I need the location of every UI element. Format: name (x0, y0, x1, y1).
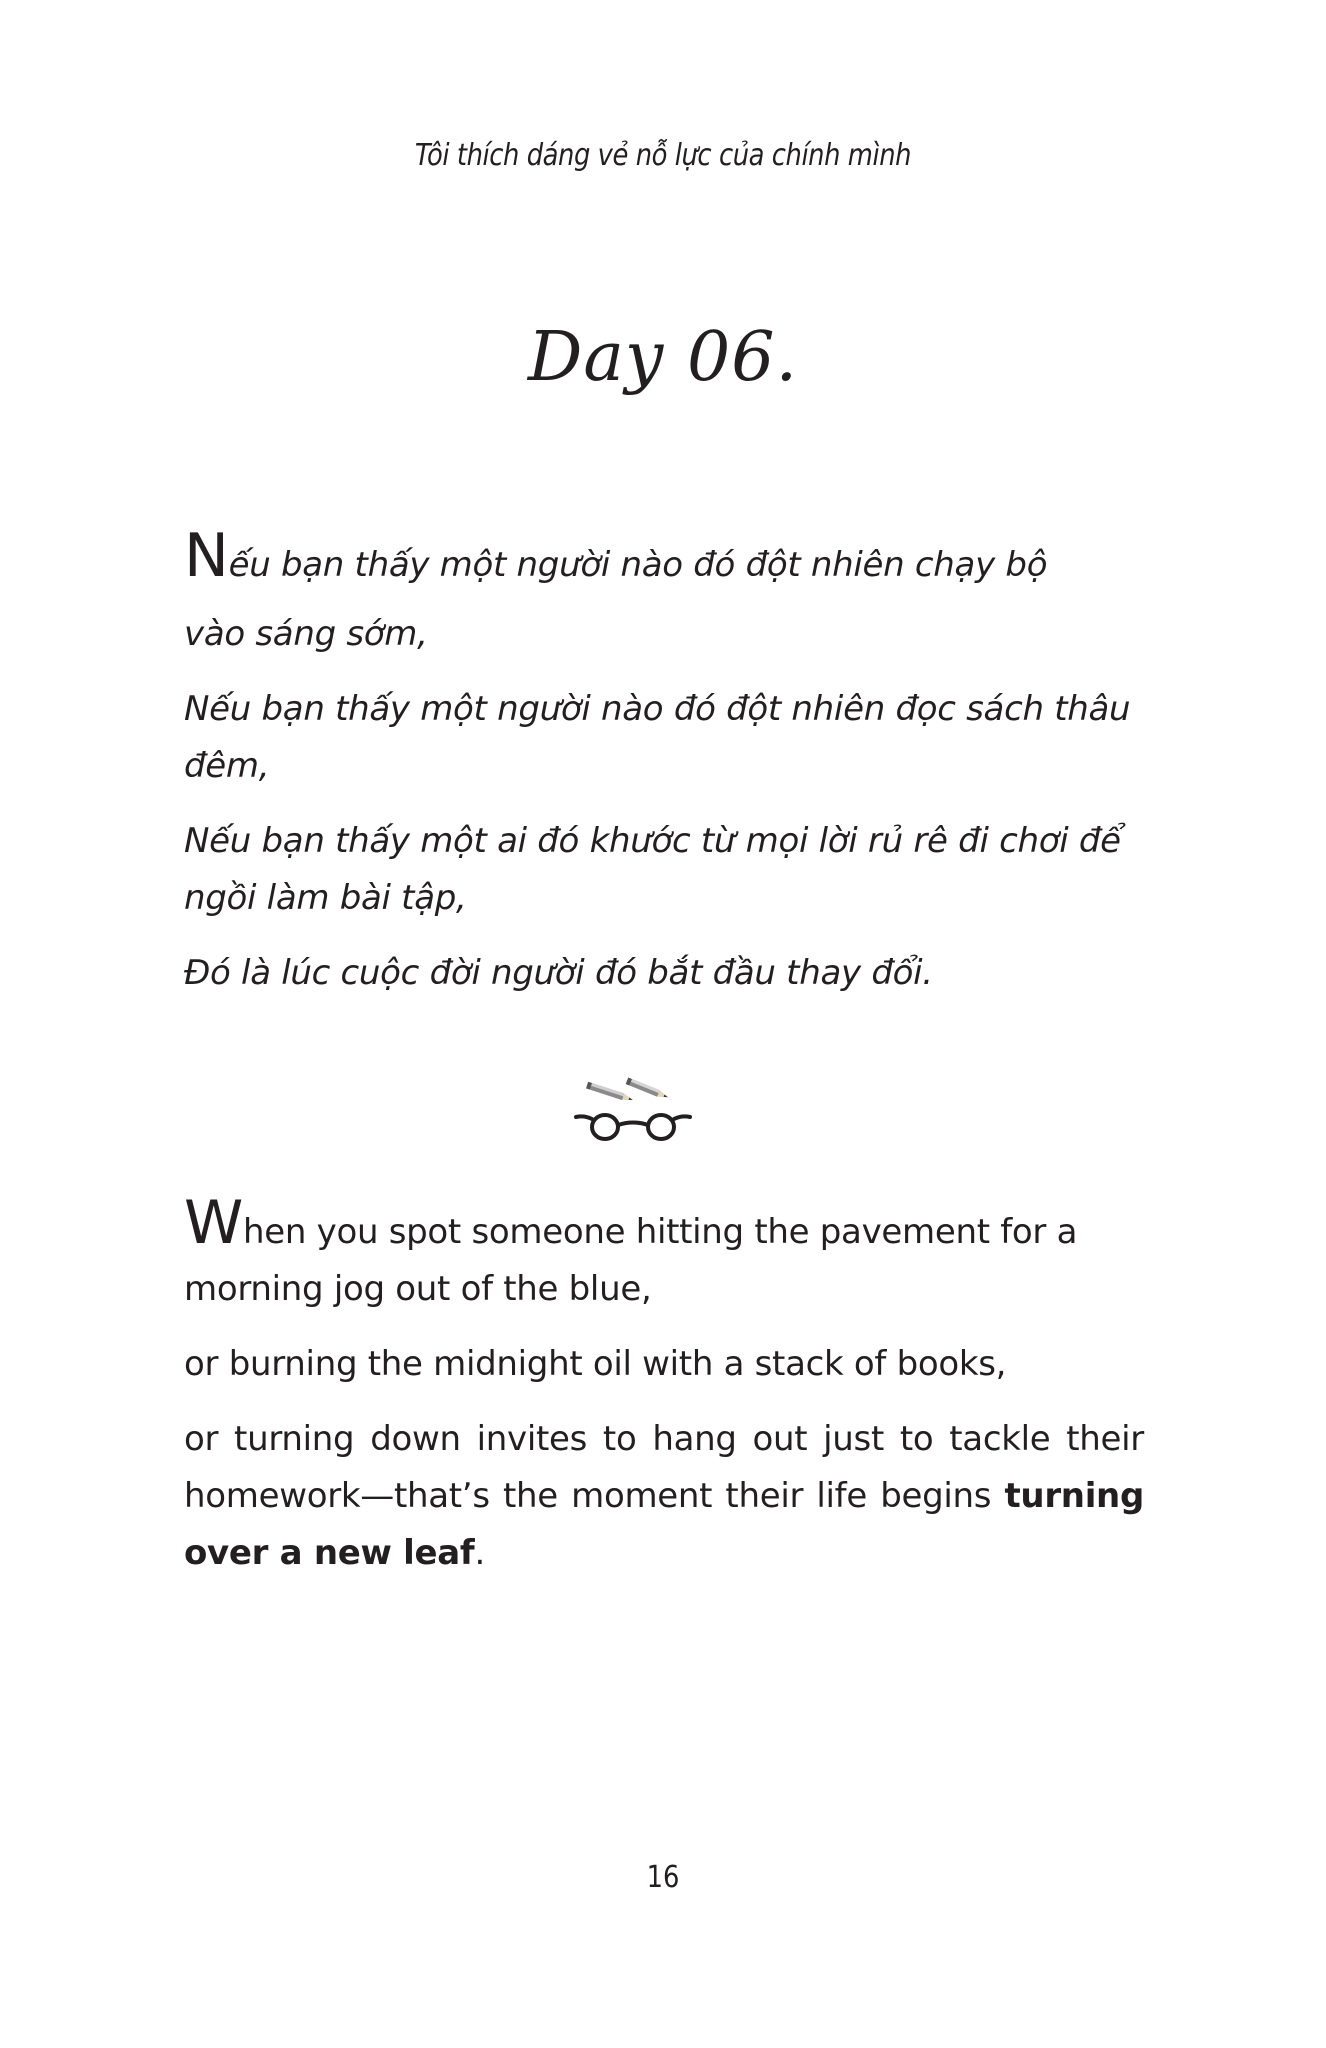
drop-cap: W (184, 1188, 244, 1258)
vietnamese-paragraph-2: Nếu bạn thấy một người nào đó đột nhiên đọc sách thâu đêm, (184, 689, 1131, 786)
page-number: 16 (646, 1860, 680, 1895)
running-header: Tôi thích dáng vẻ nỗ lực của chính mình (414, 138, 912, 173)
vietnamese-line-1: ếu bạn thấy một người nào đó đột nhiên chạy bộ (228, 545, 1048, 585)
english-paragraph-3 (184, 1411, 1144, 1582)
vietnamese-paragraph-4: Đó là lúc cuộc đời người đó bắt đầu thay đổi. (184, 953, 933, 993)
vietnamese-paragraph-3: Nếu bạn thấy một ai đó khước từ mọi lời rủ rê đi chơi để ngồi làm bài tập, (184, 821, 1121, 918)
drop-cap: N (184, 521, 229, 591)
english-paragraph-1 (184, 1188, 1144, 1318)
day-title: Day 06. (527, 318, 799, 397)
english-paragraph-3-text: or turning down invites to hang out just to tackle their homework—that’s the moment their life begins (184, 1419, 1144, 1516)
english-paragraph-1-text: hen you spot someone hitting the pavement for a morning jog out of the blue, (184, 1212, 1078, 1309)
vietnamese-paragraph-1 (184, 521, 1144, 602)
vietnamese-paragraph-1-continued: vào sáng sớm, (184, 614, 428, 654)
emphasis-phrase: turning over a new leaf (184, 1476, 1144, 1573)
vietnamese-passage (184, 521, 1144, 1020)
english-paragraph-3-end: . (474, 1533, 485, 1573)
glasses-and-pencils-icon (570, 1065, 700, 1155)
english-paragraph-2: or burning the midnight oil with a stack of books, (184, 1344, 1007, 1384)
english-passage (184, 1188, 1144, 1600)
